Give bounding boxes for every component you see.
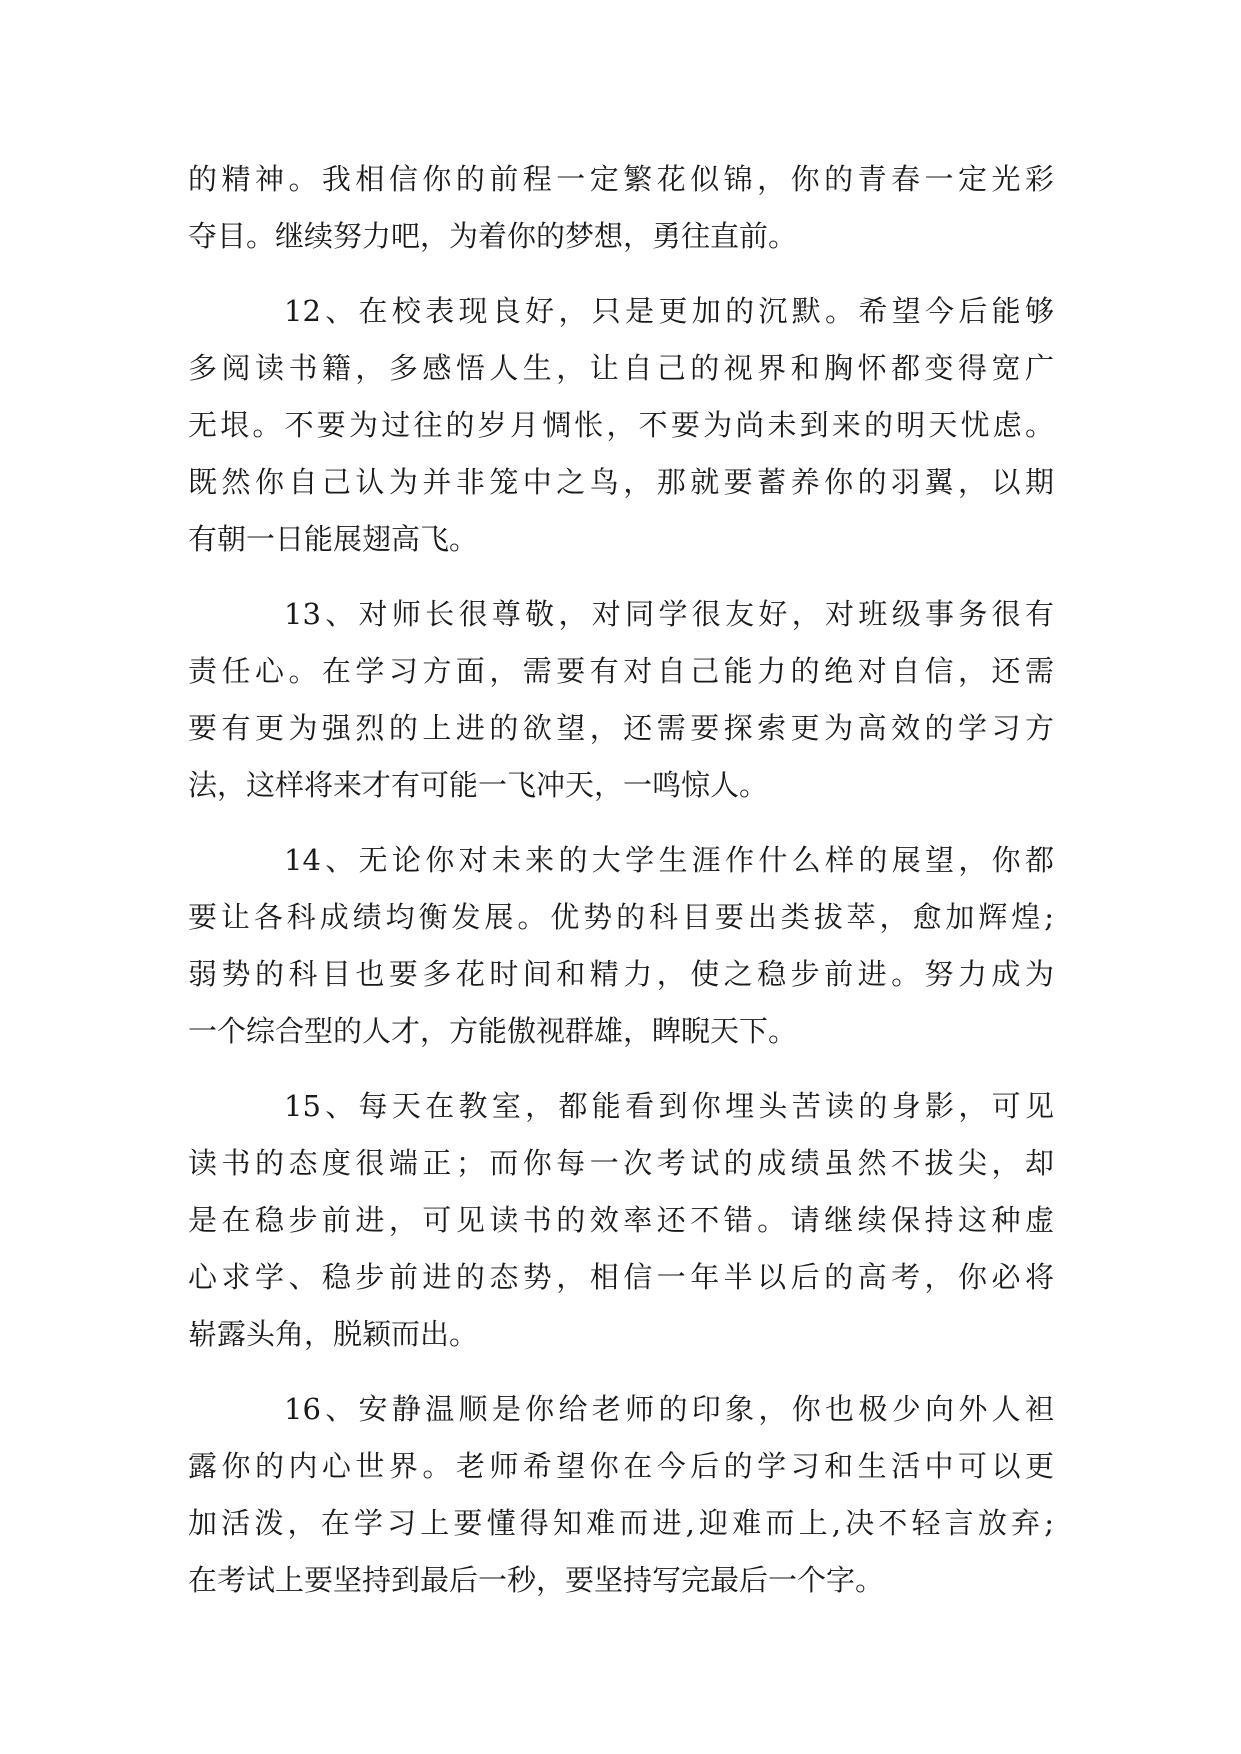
text-line: 16、安静温顺是你给老师的印象，你也极少向外人袒 bbox=[284, 1392, 1054, 1426]
text-line: 12、在校表现良好，只是更加的沉默。希望今后能够 bbox=[284, 294, 1054, 328]
text-line: 要让各科成绩均衡发展。优势的科目要出类拔萃，愈加辉煌; bbox=[188, 900, 1054, 934]
text-line: 要有更为强烈的上进的欲望，还需要探索更为高效的学习方 bbox=[188, 711, 1054, 745]
text-line: 13、对师长很尊敬，对同学很友好，对班级事务很有 bbox=[284, 597, 1054, 631]
text-line: 弱势的科目也要多花时间和精力，使之稳步前进。努力成为 bbox=[188, 957, 1054, 991]
text-line: 夺目。继续努力吧，为着你的梦想，勇往直前。 bbox=[188, 219, 798, 253]
text-line: 15、每天在教室，都能看到你埋头苦读的身影，可见 bbox=[284, 1089, 1054, 1123]
text-line: 是在稳步前进，可见读书的效率还不错。请继续保持这种虚 bbox=[188, 1203, 1054, 1237]
text-line: 责任心。在学习方面，需要有对自己能力的绝对自信，还需 bbox=[188, 654, 1054, 688]
text-line: 的精神。我相信你的前程一定繁花似锦，你的青春一定光彩 bbox=[188, 162, 1054, 196]
text-line: 既然你自己认为并非笼中之鸟，那就要蓄养你的羽翼，以期 bbox=[188, 465, 1054, 499]
text-line: 崭露头角，脱颖而出。 bbox=[188, 1317, 479, 1351]
text-line: 有朝一日能展翅高飞。 bbox=[188, 522, 479, 556]
paragraph-item-16 bbox=[188, 1381, 1054, 1609]
text-line: 法，这样将来才有可能一飞冲天，一鸣惊人。 bbox=[188, 768, 769, 802]
paragraph-item-15 bbox=[188, 1078, 1054, 1363]
document-page bbox=[188, 151, 1054, 1609]
text-line: 多阅读书籍，多感悟人生，让自己的视界和胸怀都变得宽广 bbox=[188, 351, 1054, 385]
paragraph bbox=[188, 151, 1054, 265]
text-line: 心求学、稳步前进的态势，相信一年半以后的高考，你必将 bbox=[188, 1260, 1054, 1294]
paragraph-item-14 bbox=[188, 832, 1054, 1060]
text-line: 一个综合型的人才，方能傲视群雄，睥睨天下。 bbox=[188, 1014, 798, 1048]
text-line: 读书的态度很端正；而你每一次考试的成绩虽然不拔尖，却 bbox=[188, 1146, 1054, 1180]
paragraph-item-13 bbox=[188, 586, 1054, 814]
text-line: 露你的内心世界。老师希望你在今后的学习和生活中可以更 bbox=[188, 1449, 1054, 1483]
text-line: 14、无论你对未来的大学生涯作什么样的展望，你都 bbox=[284, 843, 1054, 877]
text-line: 加活泼，在学习上要懂得知难而进,迎难而上,决不轻言放弃; bbox=[188, 1506, 1054, 1540]
text-line: 在考试上要坚持到最后一秒，要坚持写完最后一个字。 bbox=[188, 1563, 885, 1597]
text-line: 无垠。不要为过往的岁月惆怅，不要为尚未到来的明天忧虑。 bbox=[188, 408, 1054, 442]
paragraph-item-12 bbox=[188, 283, 1054, 568]
